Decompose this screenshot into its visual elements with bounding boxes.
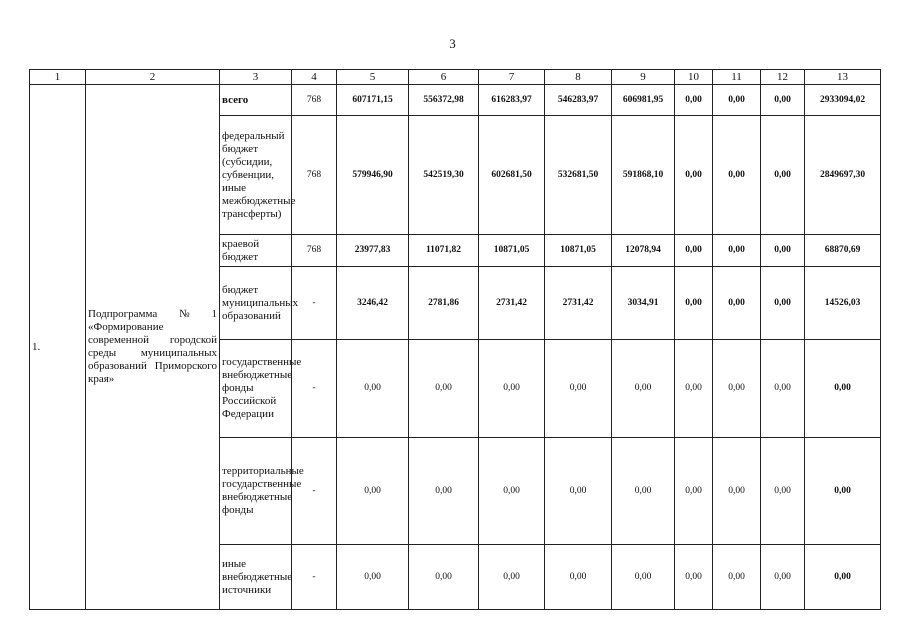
- value-cell: 2731,42: [479, 267, 545, 340]
- budget-table: [29, 69, 881, 610]
- program-name-word: 1: [211, 308, 217, 320]
- value-cell: 0,00: [713, 116, 761, 235]
- row-index-cell: 1.: [30, 85, 86, 610]
- value-cell: 0,00: [675, 235, 713, 267]
- value-cell: 2781,86: [409, 267, 479, 340]
- value-cell: 0,00: [675, 438, 713, 545]
- funding-source-label: федеральный бюджет (субсидии, субвенции, иные межбюджетные трансферты): [220, 116, 292, 235]
- funding-source-label: всего: [220, 85, 292, 116]
- value-cell: 0,00: [761, 85, 805, 116]
- value-cell: 0,00: [409, 438, 479, 545]
- value-cell: 0,00: [409, 340, 479, 438]
- value-cell: 0,00: [675, 267, 713, 340]
- value-cell: 606981,95: [612, 85, 675, 116]
- value-cell: 0,00: [713, 85, 761, 116]
- value-cell: 3034,91: [612, 267, 675, 340]
- value-cell: 0,00: [713, 438, 761, 545]
- value-cell: 23977,83: [337, 235, 409, 267]
- header-cell: 1: [30, 70, 86, 85]
- value-cell: 0,00: [713, 545, 761, 610]
- value-cell: 0,00: [479, 545, 545, 610]
- funding-source-label: бюджет муниципальных образований: [220, 267, 292, 340]
- header-cell: 12: [761, 70, 805, 85]
- value-cell: 0,00: [545, 340, 612, 438]
- value-cell: 0,00: [761, 267, 805, 340]
- value-cell: 0,00: [713, 267, 761, 340]
- value-cell: 2933094,02: [805, 85, 881, 116]
- value-cell: 602681,50: [479, 116, 545, 235]
- value-cell: 0,00: [479, 340, 545, 438]
- program-name-cell: [86, 85, 220, 610]
- program-name-word: Подпрограмма: [88, 308, 158, 320]
- value-cell: 0,00: [761, 438, 805, 545]
- value-cell: 546283,97: [545, 85, 612, 116]
- value-cell: 10871,05: [479, 235, 545, 267]
- value-cell: 12078,94: [612, 235, 675, 267]
- code-cell: -: [292, 545, 337, 610]
- code-cell: -: [292, 438, 337, 545]
- value-cell: 591868,10: [612, 116, 675, 235]
- value-cell: 0,00: [805, 438, 881, 545]
- code-cell: 768: [292, 235, 337, 267]
- funding-source-label: краевой бюджет: [220, 235, 292, 267]
- header-cell: 5: [337, 70, 409, 85]
- value-cell: 0,00: [337, 545, 409, 610]
- value-cell: 0,00: [337, 340, 409, 438]
- value-cell: 3246,42: [337, 267, 409, 340]
- header-row: [30, 70, 881, 85]
- value-cell: 0,00: [761, 340, 805, 438]
- code-cell: -: [292, 267, 337, 340]
- value-cell: 579946,90: [337, 116, 409, 235]
- value-cell: 0,00: [337, 438, 409, 545]
- value-cell: 14526,03: [805, 267, 881, 340]
- value-cell: 0,00: [612, 438, 675, 545]
- header-cell: 13: [805, 70, 881, 85]
- header-cell: 11: [713, 70, 761, 85]
- value-cell: 0,00: [805, 340, 881, 438]
- value-cell: 0,00: [409, 545, 479, 610]
- header-cell: 6: [409, 70, 479, 85]
- code-cell: -: [292, 340, 337, 438]
- value-cell: 0,00: [713, 340, 761, 438]
- value-cell: 0,00: [761, 235, 805, 267]
- funding-source-label: территориальные государственные внебюджетные фонды: [220, 438, 292, 545]
- value-cell: 68870,69: [805, 235, 881, 267]
- value-cell: 0,00: [612, 545, 675, 610]
- value-cell: 607171,15: [337, 85, 409, 116]
- value-cell: 0,00: [675, 116, 713, 235]
- value-cell: 10871,05: [545, 235, 612, 267]
- header-cell: 7: [479, 70, 545, 85]
- page-number: 3: [449, 36, 456, 51]
- value-cell: 0,00: [805, 545, 881, 610]
- table-row: [30, 85, 881, 116]
- value-cell: 0,00: [675, 85, 713, 116]
- value-cell: 0,00: [675, 545, 713, 610]
- value-cell: 0,00: [612, 340, 675, 438]
- value-cell: 0,00: [713, 235, 761, 267]
- value-cell: 2731,42: [545, 267, 612, 340]
- value-cell: 0,00: [545, 438, 612, 545]
- funding-source-label: государственные внебюджетные фонды Российской Федерации: [220, 340, 292, 438]
- value-cell: 0,00: [761, 116, 805, 235]
- value-cell: 0,00: [675, 340, 713, 438]
- value-cell: 616283,97: [479, 85, 545, 116]
- value-cell: 532681,50: [545, 116, 612, 235]
- header-cell: 8: [545, 70, 612, 85]
- value-cell: 2849697,30: [805, 116, 881, 235]
- header-cell: 3: [220, 70, 292, 85]
- header-cell: 2: [86, 70, 220, 85]
- program-name-first-line: [88, 308, 217, 321]
- value-cell: 0,00: [761, 545, 805, 610]
- program-name-text: «Формирование современной городской среды муниципальных образований Приморского края»: [88, 321, 217, 385]
- program-name-word: №: [179, 308, 190, 320]
- value-cell: 556372,98: [409, 85, 479, 116]
- header-cell: 4: [292, 70, 337, 85]
- value-cell: 11071,82: [409, 235, 479, 267]
- funding-source-label: иные внебюджетные источники: [220, 545, 292, 610]
- value-cell: 0,00: [545, 545, 612, 610]
- value-cell: 542519,30: [409, 116, 479, 235]
- value-cell: 0,00: [479, 438, 545, 545]
- header-cell: 9: [612, 70, 675, 85]
- code-cell: 768: [292, 85, 337, 116]
- code-cell: 768: [292, 116, 337, 235]
- header-cell: 10: [675, 70, 713, 85]
